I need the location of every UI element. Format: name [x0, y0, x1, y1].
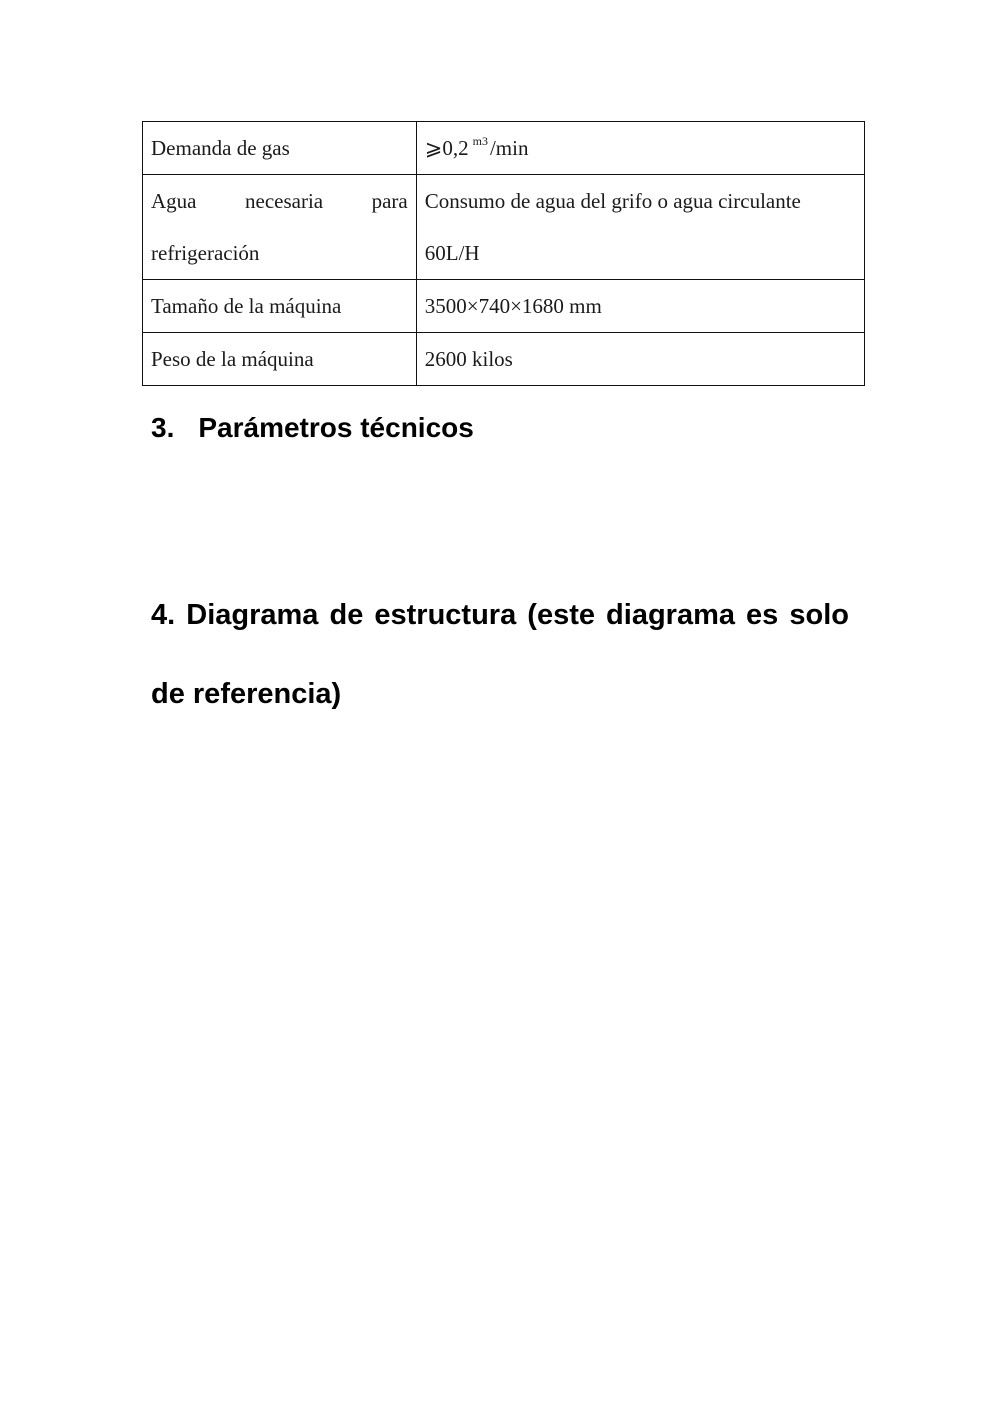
table-cell-value: [416, 280, 864, 333]
cooling-water-value-line2: 60L/H: [424, 241, 480, 265]
gas-demand-value-suffix: /min: [489, 136, 529, 160]
section-number: 3.: [151, 412, 175, 443]
table-cell-label: [143, 280, 417, 333]
machine-weight-label: Peso de la máquina: [151, 347, 314, 371]
machine-weight-value: 2600 kilos: [424, 347, 513, 371]
cooling-water-label-line2: refrigeración: [151, 241, 260, 265]
table-cell-value: [416, 175, 864, 280]
table-row-cooling-water: [143, 175, 865, 280]
table-row-gas-demand: [143, 122, 865, 175]
table-cell-label: [143, 333, 417, 386]
machine-size-label: Tamaño de la máquina: [151, 294, 342, 318]
table-cell-value: [416, 122, 864, 175]
gas-demand-unit-superscript: m3: [472, 134, 488, 148]
cooling-water-label-word: Agua: [151, 189, 197, 213]
table-row-machine-weight: [143, 333, 865, 386]
gas-demand-value-prefix: ⩾0,2: [424, 136, 469, 160]
cooling-water-label-line1: [151, 175, 408, 227]
specifications-table: [142, 121, 865, 386]
table-cell-label: [143, 175, 417, 280]
table-cell-label: [143, 122, 417, 175]
section-heading-technical-parameters: [151, 410, 474, 446]
section-heading-structure-diagram: 4. Diagrama de estructura (este diagrama es solo de referencia): [151, 599, 849, 710]
cooling-water-value-line1: Consumo de agua del grifo o agua circulante: [424, 189, 801, 213]
gas-demand-label: Demanda de gas: [151, 136, 290, 160]
machine-size-value: 3500×740×1680 mm: [424, 294, 602, 318]
table-cell-value: [416, 333, 864, 386]
table-row-machine-size: [143, 280, 865, 333]
cooling-water-label-word: para: [371, 189, 408, 213]
cooling-water-label-word: necesaria: [245, 189, 324, 213]
section-title: Parámetros técnicos: [198, 412, 474, 443]
